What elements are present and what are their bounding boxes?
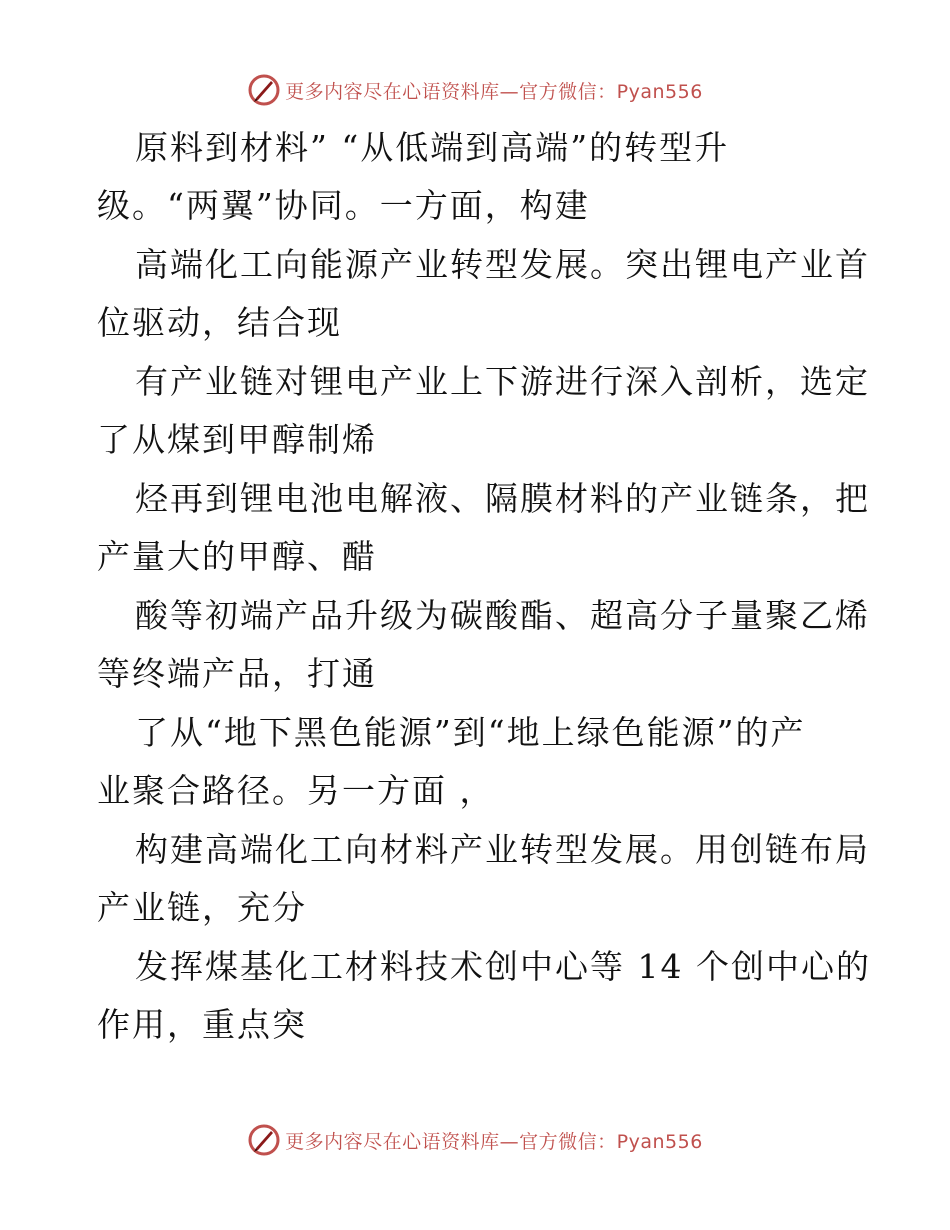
body-line: 高端化工向能源产业转型发展。突出锂电产业首 <box>135 245 870 284</box>
body-line: 了从煤到甲醇制烯 <box>97 420 377 459</box>
body-line: 产量大的甲醇、醋 <box>97 537 377 576</box>
body-line: 级。“两翼”协同。一方面，构建 <box>97 186 590 225</box>
body-line: 作用，重点突 <box>97 1005 307 1044</box>
body-line: 位驱动，结合现 <box>97 303 342 342</box>
body-line: 有产业链对锂电产业上下游进行深入剖析，选定 <box>135 362 870 401</box>
header-banner-text: 更多内容尽在心语资料库—官方微信：Pyan556 <box>285 80 703 103</box>
body-line: 原料到材料” “从低端到高端”的转型升 <box>135 128 730 167</box>
body-line: 烃再到锂电池电解液、隔膜材料的产业链条，把 <box>135 479 870 518</box>
body-line: 了从“地下黑色能源”到“地上绿色能源”的产 <box>135 713 806 752</box>
body-line: 酸等初端产品升级为碳酸酯、超高分子量聚乙烯 <box>135 596 870 635</box>
quill-pen-logo-icon <box>247 1123 281 1157</box>
body-line: 等终端产品，打通 <box>97 654 377 693</box>
body-line: 构建高端化工向材料产业转型发展。用创链布局 <box>135 830 870 869</box>
quill-pen-logo-icon <box>247 73 281 107</box>
body-line: 业聚合路径。另一方面 ， <box>97 771 495 810</box>
footer-banner <box>0 1120 950 1160</box>
footer-banner-text: 更多内容尽在心语资料库—官方微信：Pyan556 <box>285 1130 703 1153</box>
body-line: 产业链，充分 <box>97 888 307 927</box>
body-line: 发挥煤基化工材料技术创中心等 14 个创中心的 <box>135 947 871 986</box>
header-banner <box>0 70 950 110</box>
